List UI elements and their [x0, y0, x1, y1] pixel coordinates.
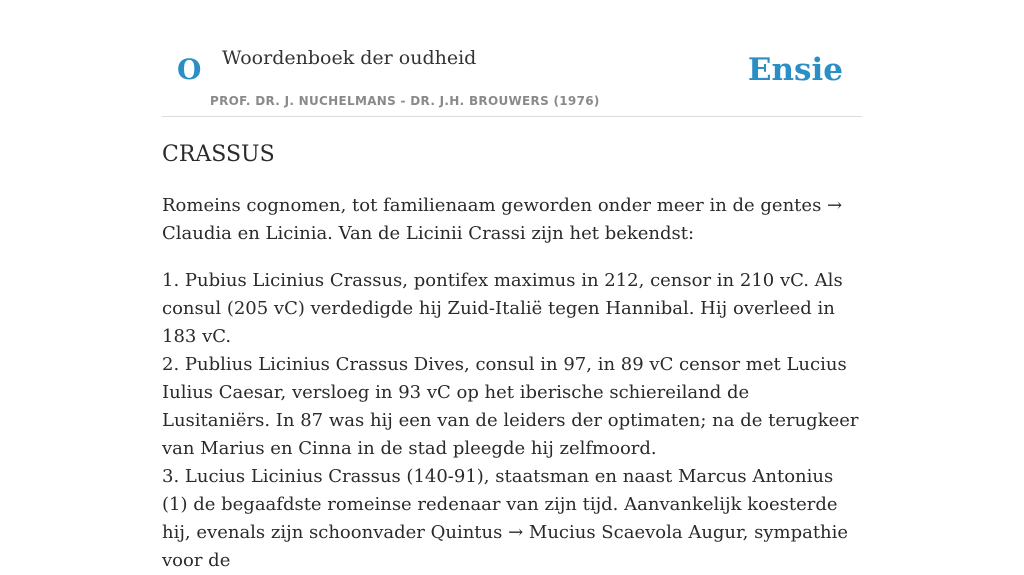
entry-item-1: 1. Pubius Licinius Crassus, pontifex maximus in 212, censor in 210 vC. Als consul (205 vC) verdedigde hij Zuid-Italië tegen Hannibal. Hij overleed in 183 vC.	[162, 270, 843, 347]
section-letter[interactable]: O	[177, 53, 202, 86]
entry-intro: Romeins cognomen, tot familienaam geworden onder meer in de gentes → Claudia en Licinia. Van de Licinii Crassi zijn het bekendst:	[162, 195, 843, 244]
entry-title: CRASSUS	[162, 142, 275, 167]
entry-item-2: 2. Publius Licinius Crassus Dives, consul in 97, in 89 vC censor met Lucius Iulius Caesar, versloeg in 93 vC op het iberische schiereiland de Lusitaniërs. In 87 was hij een van de leiders der optimaten; na de terugkeer van Marius en Cinna in de stad pleegde hij zelfmoord.	[162, 354, 859, 459]
authors-line: PROF. DR. J. NUCHELMANS - DR. J.H. BROUWERS (1976)	[210, 94, 600, 108]
entry-item-3: 3. Lucius Licinius Crassus (140-91), staatsman en naast Marcus Antonius (1) de begaafdste romeinse redenaar van zijn tijd. Aanvankelijk koesterde hij, evenals zijn schoonvader Quintus → Mucius Scaevola Augur, sympathie voor de	[162, 466, 849, 571]
page	[162, 0, 862, 571]
brand-logo[interactable]: Ensie	[747, 52, 843, 88]
book-title-link[interactable]: Woordenboek der oudheid	[222, 47, 477, 69]
entry-content	[162, 192, 862, 575]
header	[162, 0, 862, 117]
